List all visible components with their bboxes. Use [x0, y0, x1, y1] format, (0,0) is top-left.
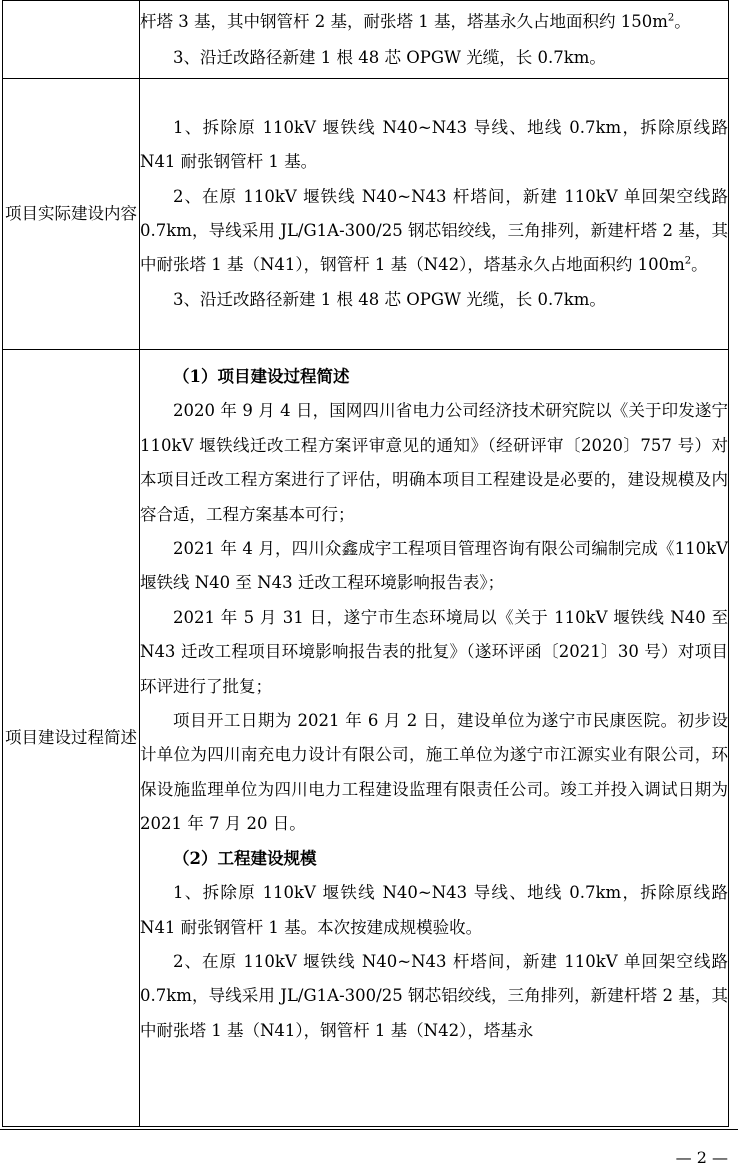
paragraph: 1、拆除原 110kV 堰铁线 N40~N43 导线、地线 0.7km，拆除原线路 N41 耐张钢管杆 1 基。: [140, 117, 728, 172]
row-label-process-summary: 项目建设过程简述: [3, 350, 140, 1127]
footer-rule: [0, 1129, 738, 1130]
paragraph: [140, 4, 728, 40]
paragraph: 2、在原 110kV 堰铁线 N40~N43 杆塔间，新建 110kV 单回架空线路 0.7km，导线采用 JL/G1A-300/25 钢芯铝绞线，三角排列，新建杆塔 2 基，其中耐张塔 1 基（N41），钢管杆 1 基（N42），塔基永: [140, 951, 728, 1040]
project-table: [2, 0, 729, 1127]
paragraph-text: 杆塔 3 基，其中钢管杆 2 基，耐张塔 1 基，塔基永久占地面积约 150m: [140, 11, 668, 31]
paragraph-tail: 。: [674, 11, 691, 31]
row-label-actual-content: 项目实际建设内容: [3, 79, 140, 350]
row-label-empty: [3, 1, 140, 79]
paragraph-text: 2、在原 110kV 堰铁线 N40~N43 杆塔间，新建 110kV 单回架空线路 0.7km，导线采用 JL/G1A-300/25 钢芯铝绞线，三角排列，新建杆塔 2 基，其中耐张塔 1 基（N41），钢管杆 1 基（N42），塔基永久占地面积约 100m: [140, 186, 728, 275]
page-number: — 2 —: [675, 1148, 728, 1167]
superscript: 2: [667, 12, 675, 23]
row-content: [140, 1, 729, 79]
paragraph: 3、沿迁改路径新建 1 根 48 芯 OPGW 光缆，长 0.7km。: [173, 47, 606, 67]
table-row: [3, 1, 729, 79]
table-row: [3, 350, 729, 1127]
paragraph: [140, 180, 728, 283]
row-content: [140, 350, 729, 1127]
paragraph-tail: 。: [691, 255, 708, 275]
paragraph: 2021 年 4 月，四川众鑫成宇工程项目管理咨询有限公司编制完成《110kV 堰铁线 N40 至 N43 迁改工程环境影响报告表》；: [140, 539, 728, 593]
row-content: [140, 79, 729, 350]
paragraph: 2021 年 5 月 31 日，遂宁市生态环境局以《关于 110kV 堰铁线 N40 至 N43 迁改工程项目环境影响报告表的批复》（遂环评函〔2021〕30 号）对项目环评进行了批复；: [140, 607, 728, 696]
paragraph: 项目开工日期为 2021 年 6 月 2 日，建设单位为遂宁市民康医院。初步设计单位为四川南充电力设计有限公司，施工单位为遂宁市江源实业有限公司，环保设施监理单位为四川电力工程建设监理有限责任公司。竣工并投入调试日期为 2021 年 7 月 20 日。: [140, 711, 728, 834]
section-heading: （2）工程建设规模: [173, 848, 317, 868]
paragraph: 1、拆除原 110kV 堰铁线 N40~N43 导线、地线 0.7km，拆除原线路 N41 耐张钢管杆 1 基。本次按建成规模验收。: [140, 883, 728, 937]
table-row: [3, 79, 729, 350]
superscript: 2: [684, 255, 692, 267]
section-heading: （1）项目建设过程简述: [173, 367, 350, 386]
paragraph: 3、沿迁改路径新建 1 根 48 芯 OPGW 光缆，长 0.7km。: [173, 289, 606, 309]
paragraph: 2020 年 9 月 4 日，国网四川省电力公司经济技术研究院以《关于印发遂宁 110kV 堰铁线迁改工程方案评审意见的通知》（经研评审〔2020〕757 号）对本项目迁改工程方案进行了评估，明确本项目工程建设是必要的，建设规模及内容合适，工程方案基本可行；: [140, 401, 728, 524]
